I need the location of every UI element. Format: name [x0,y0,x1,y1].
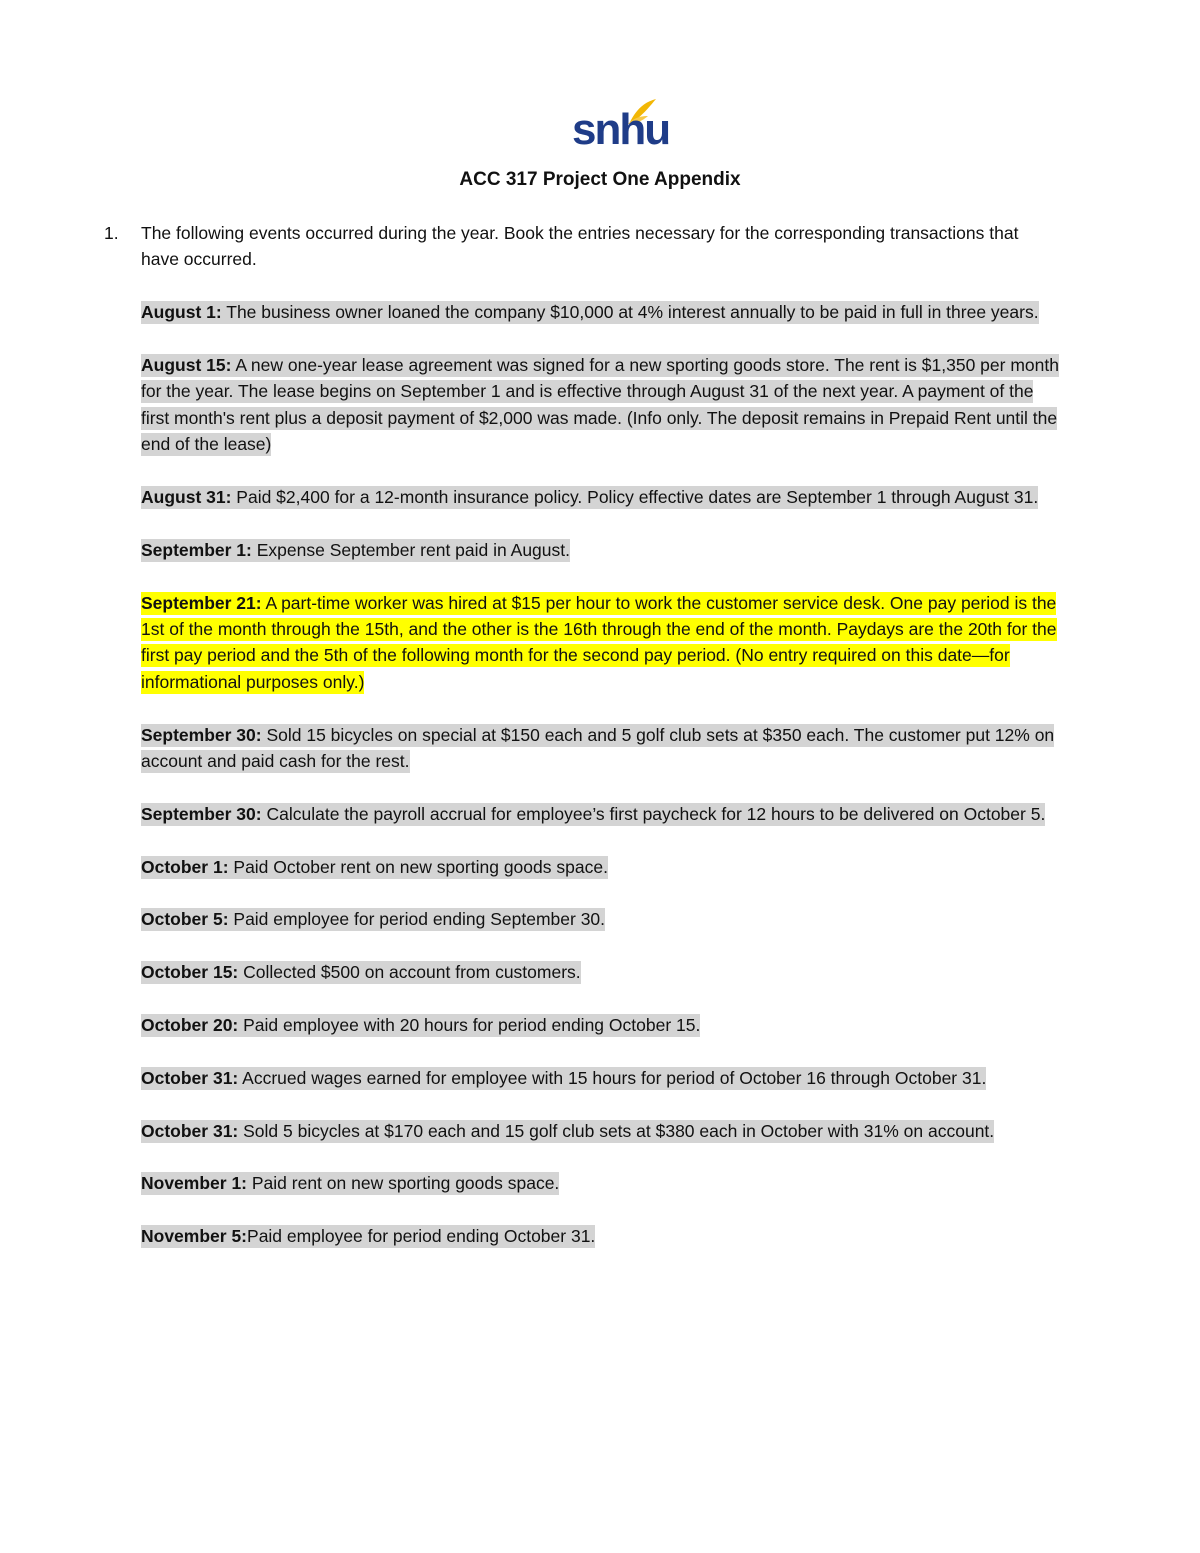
entry-date: November 1: [141,1173,248,1194]
highlighted-text [141,592,1057,694]
transaction-entry [141,854,1061,880]
entry-date: October 20: [141,1015,239,1036]
list-item-body [141,220,1061,1276]
entry-text: Sold 5 bicycles at $170 each and 15 golf club sets at $380 each in October with 31% on account. [238,1120,995,1141]
highlighted-text [141,908,605,931]
entry-date: August 31: [141,487,232,508]
transaction-entry [141,959,1061,985]
entry-text: Collected $500 on account from customers. [238,962,581,983]
entry-text: A part-time worker was hired at $15 per hour to work the customer service desk. One pay period is the 1st of the month through the 15th, and the other is the 16th through the end of the month. Paydays are the 20th for the first pay period and the 5th of the following month for the second pay period. (No entry required on this date—for informational purposes only.) [141,592,1057,692]
entry-text: Accrued wages earned for employee with 15 hours for period of October 16 through October 31. [238,1067,987,1088]
entry-date: September 21: [141,592,262,613]
highlighted-text [141,803,1045,826]
highlighted-text [141,1225,595,1248]
entry-text: Paid employee for period ending October 31. [247,1226,596,1247]
entry-date: September 30: [141,803,262,824]
entry-text: The business owner loaned the company $10,000 at 4% interest annually to be paid in full in three years. [221,302,1039,323]
highlighted-text [141,1067,986,1090]
entry-text: Paid October rent on new sporting goods space. [228,856,608,877]
entry-text: Calculate the payroll accrual for employee’s first paycheck for 12 hours to be delivered on October 5. [261,803,1046,824]
highlighted-text [141,301,1039,324]
highlighted-text [141,856,608,879]
entry-date: October 1: [141,856,229,877]
highlighted-text [141,539,570,562]
page-title: ACC 317 Project One Appendix [459,169,741,190]
entry-date: October 31: [141,1120,239,1141]
highlighted-text [141,1120,994,1143]
highlighted-text [141,354,1059,456]
entry-text: Paid employee with 20 hours for period ending October 15. [238,1015,701,1036]
transaction-entry [141,299,1061,325]
transaction-entry [141,1170,1061,1196]
logo-wordmark: snhu [572,105,670,154]
entry-text: Expense September rent paid in August. [251,539,570,560]
transaction-entry [141,537,1061,563]
list-number: 1. [104,223,119,243]
entry-date: August 15: [141,355,232,375]
entry-date: October 15: [141,962,239,983]
entry-text: Paid rent on new sporting goods space. [247,1173,560,1194]
transaction-entry [141,590,1061,696]
entry-date: October 31: [141,1067,239,1088]
entry-date: September 1: [141,539,252,560]
entries-list [141,299,1061,1249]
entry-text: Sold 15 bicycles on special at $150 each and 5 golf club sets at $350 each. The customer put 12% on account and paid cash for the rest. [141,724,1055,772]
highlighted-text [141,1172,559,1195]
highlighted-text [141,961,581,984]
transaction-entry [141,1118,1061,1144]
transaction-entry [141,906,1061,932]
entry-date: August 1: [141,302,222,323]
highlighted-text [141,1014,700,1037]
transaction-entry [141,352,1061,458]
transaction-entry [141,801,1061,827]
entry-text: A new one-year lease agreement was signed for a new sporting goods store. The rent is $1,350 per month for the year. The lease begins on September 1 and is effective through August 31 of the next year. A payment of the first month's rent plus a deposit payment of $2,000 was made. (Info only. The deposit remains in Prepaid Rent until the end of the lease) [141,355,1059,455]
entry-text: Paid employee for period ending September 30. [228,909,606,930]
transaction-entry [141,722,1061,775]
transaction-entry [141,1223,1061,1249]
intro-paragraph: The following events occurred during the year. Book the entries necessary for the corresponding transactions that have occurred. [141,223,1019,270]
entry-date: November 5: [141,1226,248,1247]
transaction-entry [141,1065,1061,1091]
transaction-entry [141,484,1061,510]
highlighted-text [141,724,1054,773]
transaction-entry [141,1012,1061,1038]
entry-date: September 30: [141,724,262,745]
snhu-logo [572,96,670,158]
entry-date: October 5: [141,909,229,930]
highlighted-text [141,486,1038,509]
entry-text: Paid $2,400 for a 12-month insurance policy. Policy effective dates are September 1 through August 31. [231,487,1039,508]
